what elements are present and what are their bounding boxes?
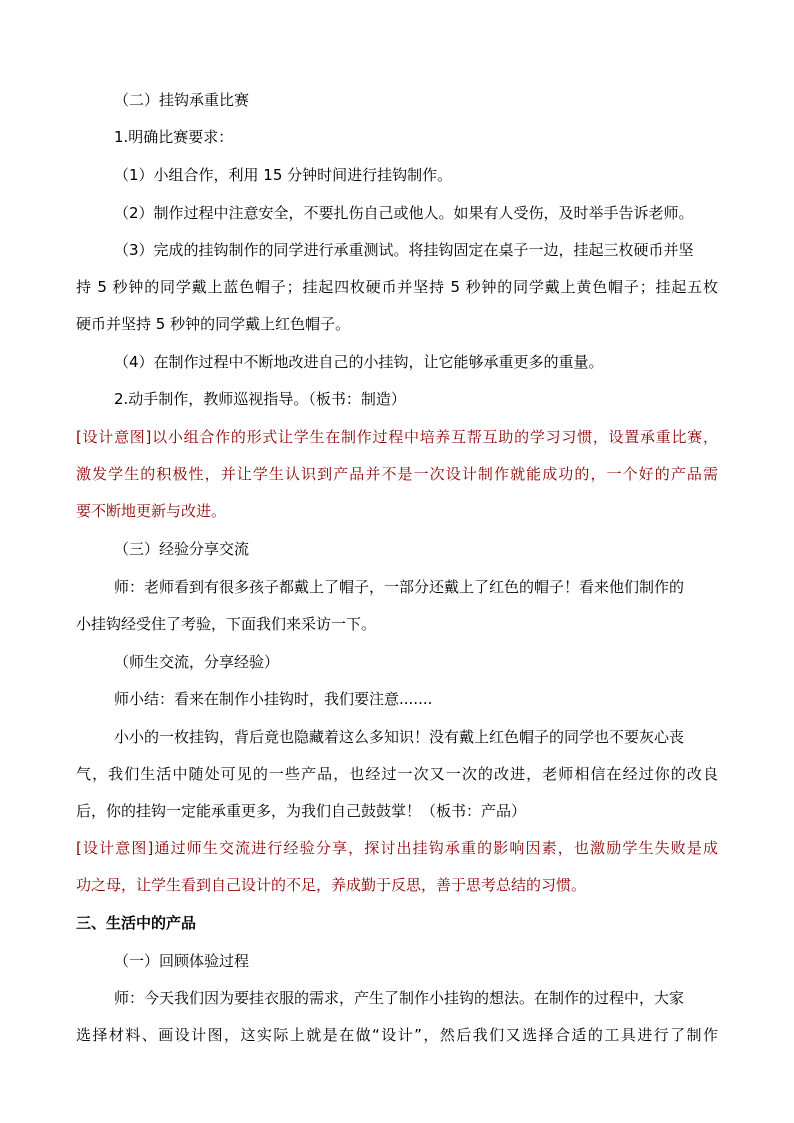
teacher-paragraph-1-line-2: 小挂钩经受住了考验，下面我们来采访一下。	[76, 615, 377, 633]
subheading-contest-requirements: 1.明确比赛要求：	[114, 128, 234, 146]
teacher-summary: 师小结：看来在制作小挂钩时，我们要注意.......	[114, 690, 433, 708]
design-intent-1-line-1: [设计意图]以小组合作的形式让学生在制作过程中培养互帮互助的学习习惯，设置承重比赛，	[76, 428, 718, 446]
section-heading-experience-sharing: （三）经验分享交流	[114, 540, 250, 558]
section-heading-life-products: 三、生活中的产品	[76, 914, 197, 932]
design-intent-1-line-3: 要不断地更新与改进。	[76, 502, 227, 520]
section-heading-hook-contest: （二）挂钩承重比赛	[114, 91, 250, 109]
requirement-3-line-2: 持 5 秒钟的同学戴上蓝色帽子；挂起四枚硬币并坚持 5 秒钟的同学戴上黄色帽子；挂起五枚	[76, 278, 718, 296]
encouragement-line-2: 气，我们生活中随处可见的一些产品，也经过一次又一次的改进，老师相信在经过你的改良	[76, 765, 718, 783]
activity-note: （师生交流，分享经验）	[114, 653, 280, 671]
requirement-4: （4）在制作过程中不断地改进自己的小挂钩，让它能够承重更多的重量。	[114, 353, 604, 371]
teacher-paragraph-2-line-1: 师：今天我们因为要挂衣服的需求，产生了制作小挂钩的想法。在制作的过程中，大家	[114, 989, 685, 1007]
requirement-1: （1）小组合作，利用 15 分钟时间进行挂钩制作。	[114, 166, 453, 184]
subheading-review-process: （一）回顾体验过程	[114, 952, 250, 970]
design-intent-1-line-2: 激发学生的积极性，并让学生认识到产品并不是一次设计制作就能成功的，一个好的产品需	[76, 465, 718, 483]
encouragement-line-1: 小小的一枚挂钩，背后竟也隐藏着这么多知识！没有戴上红色帽子的同学也不要灰心丧	[114, 728, 685, 746]
requirement-3-line-3: 硬币并坚持 5 秒钟的同学戴上红色帽子。	[76, 315, 351, 333]
subheading-hands-on: 2.动手制作，教师巡视指导。（板书：制造）	[114, 390, 406, 408]
teacher-paragraph-1-line-1: 师：老师看到有很多孩子都戴上了帽子，一部分还戴上了红色的帽子！看来他们制作的	[114, 578, 685, 596]
design-intent-2-line-2: 功之母，让学生看到自己设计的不足，养成勤于反思，善于思考总结的习惯。	[76, 876, 587, 894]
encouragement-line-3: 后，你的挂钩一定能承重更多，为我们自己鼓鼓掌！（板书：产品）	[76, 802, 527, 820]
requirement-2: （2）制作过程中注意安全，不要扎伤自己或他人。如果有人受伤，及时举手告诉老师。	[114, 204, 694, 222]
requirement-3-line-1: （3）完成的挂钩制作的同学进行承重测试。将挂钩固定在桌子一边，挂起三枚硬币并坚	[114, 241, 694, 259]
design-intent-2-line-1: [设计意图]通过师生交流进行经验分享，探讨出挂钩承重的影响因素，也激励学生失败是成	[76, 839, 718, 857]
teacher-paragraph-2-line-2: 选择材料、画设计图，这实际上就是在做“设计”，然后我们又选择合适的工具进行了制作	[76, 1026, 718, 1044]
